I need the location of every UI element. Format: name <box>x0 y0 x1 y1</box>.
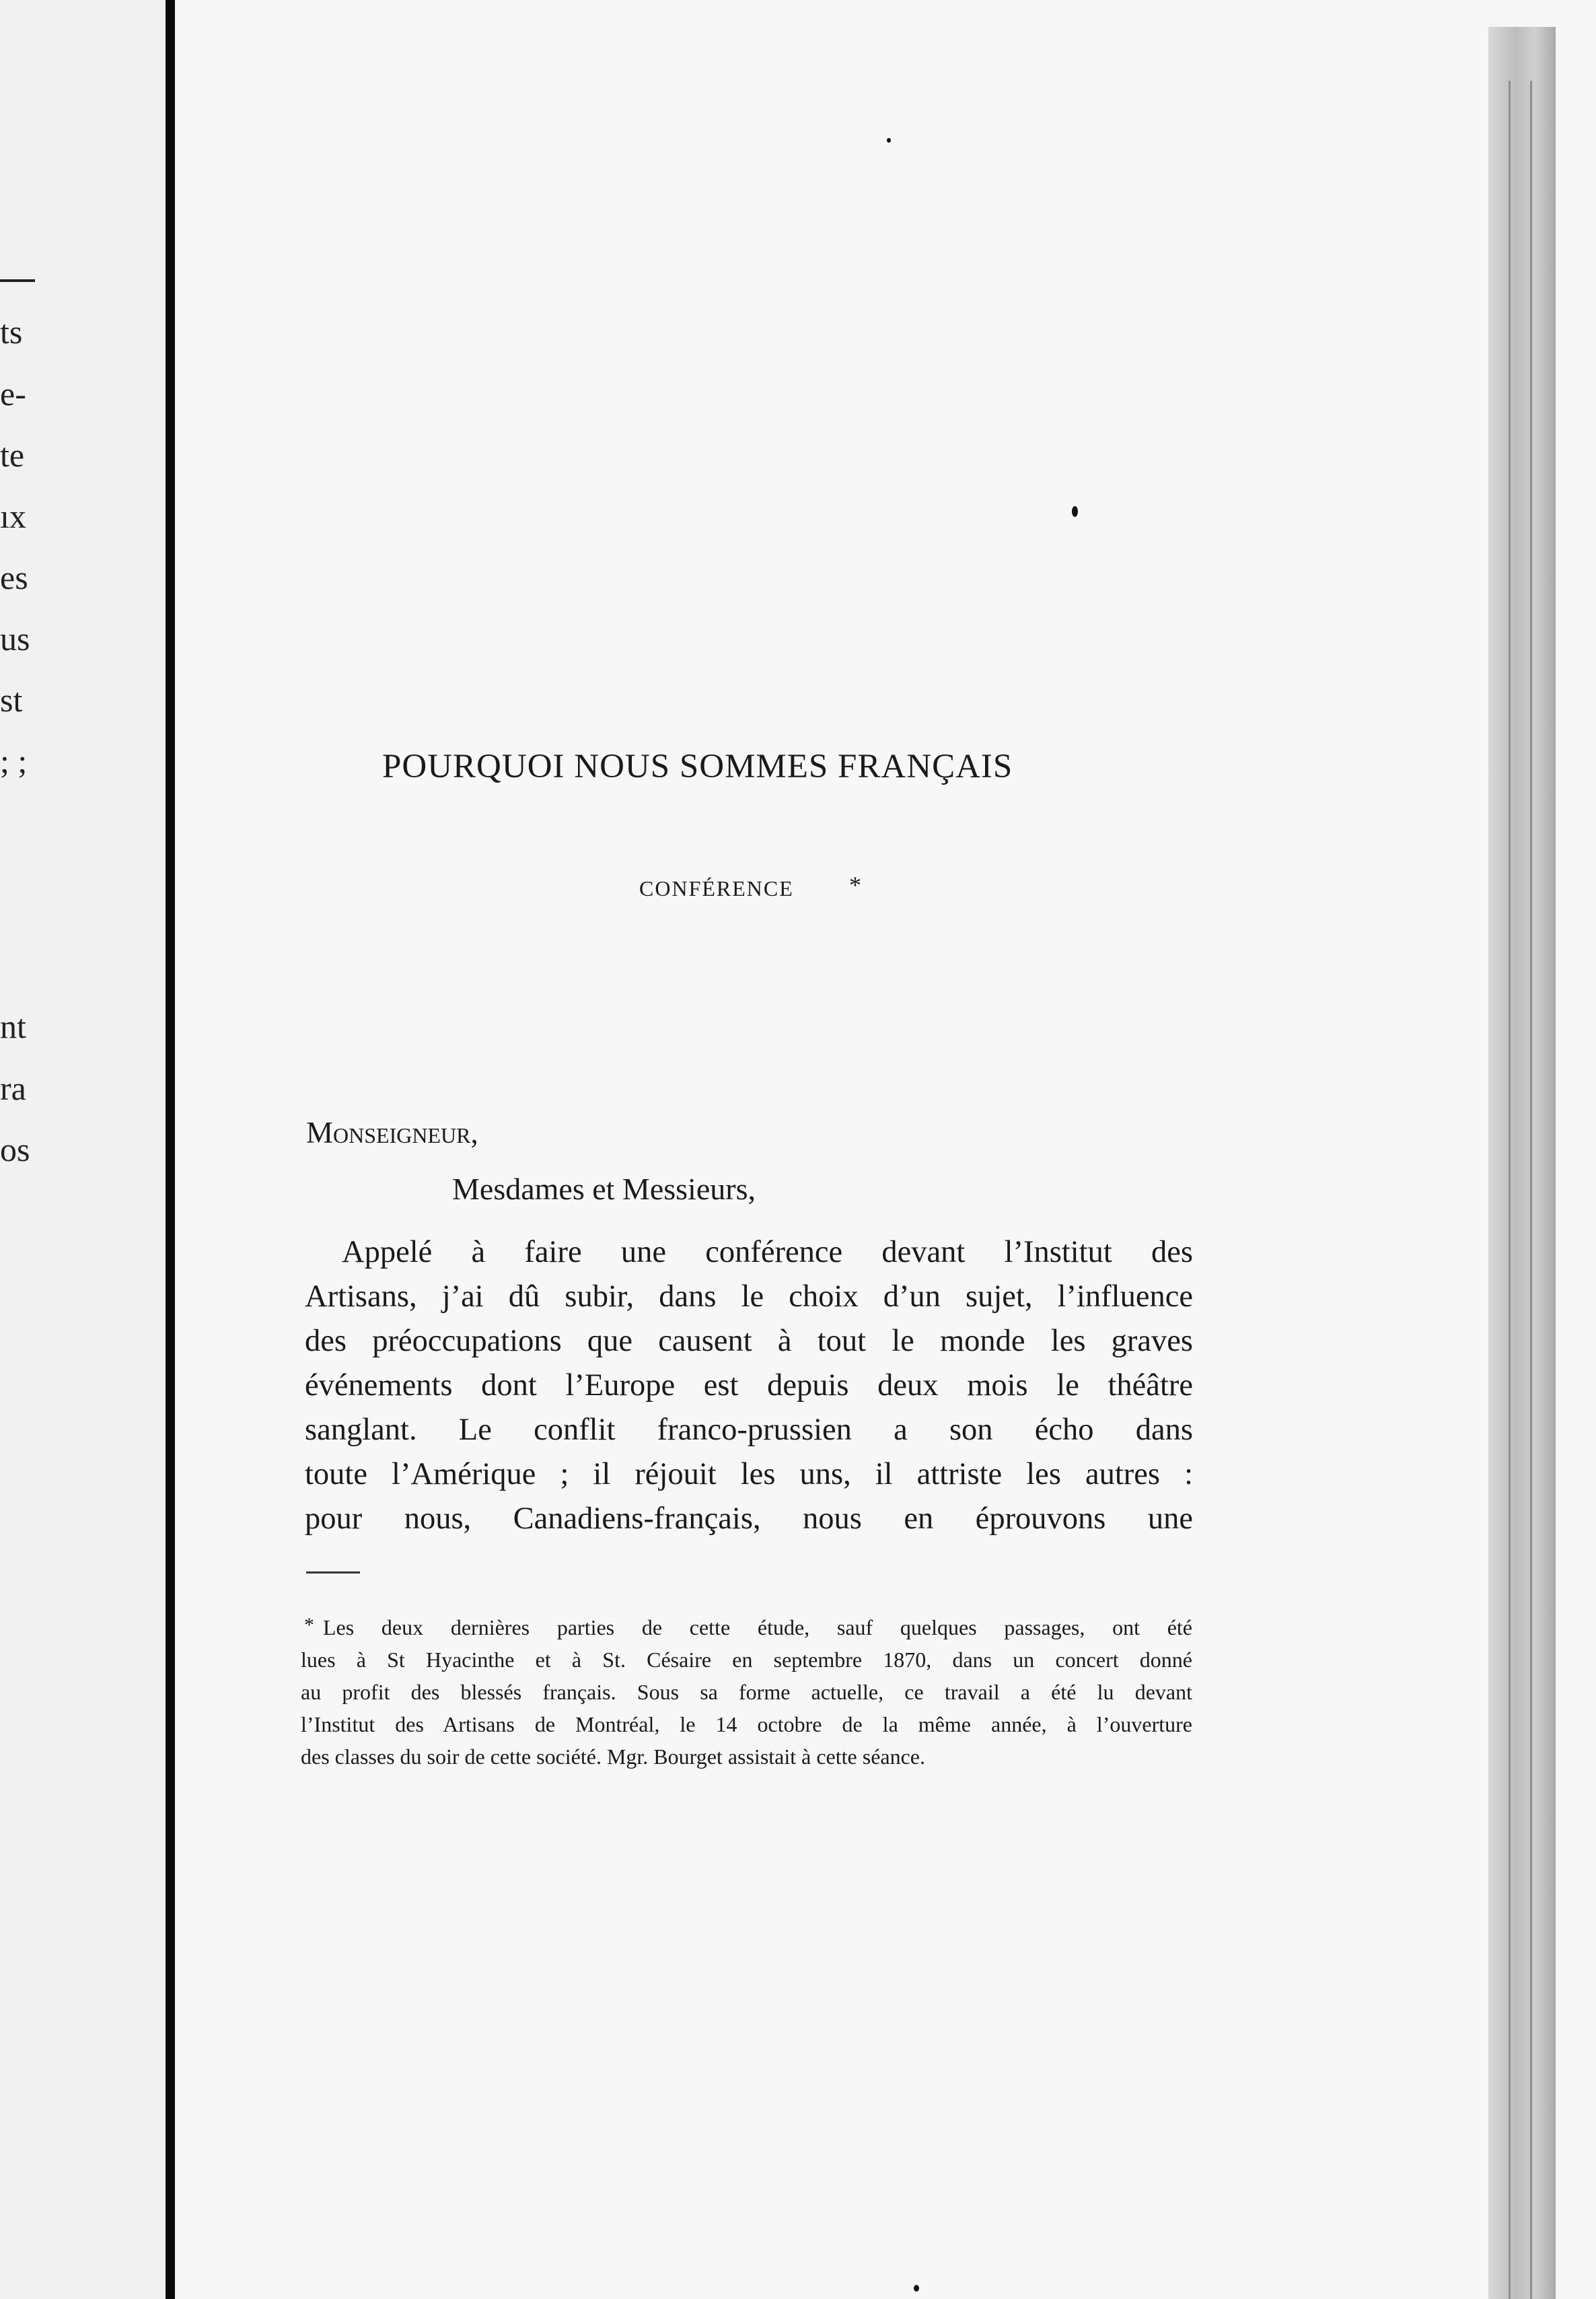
adjacent-page-text: e- <box>0 375 26 413</box>
adjacent-page-rule <box>0 279 35 282</box>
scan-speck <box>887 138 891 143</box>
adjacent-page-text: us <box>0 620 30 658</box>
adjacent-page-text: te <box>0 436 25 474</box>
page-stack-edge <box>1488 27 1556 2299</box>
body-text-line: événements dont l’Europe est depuis deux mois le théâtre <box>305 1368 1193 1403</box>
adjacent-page-text: st <box>0 681 23 719</box>
salutation-primary: Monseigneur, <box>306 1116 478 1150</box>
adjacent-page-text: ra <box>0 1069 26 1107</box>
body-text-line: Appelé à faire une conférence devant l’Institut des <box>342 1235 1193 1269</box>
adjacent-page-text: os <box>0 1131 30 1168</box>
page-edge-line <box>1509 81 1511 2299</box>
footnote-line: au profit des blessés français. Sous sa forme actuelle, ce travail a été lu devant <box>301 1680 1192 1704</box>
adjacent-page-text: es <box>0 559 28 596</box>
body-text-line: des préoccupations que causent à tout le monde les graves <box>305 1324 1193 1358</box>
salutation-secondary: Mesdames et Messieurs, <box>452 1172 756 1206</box>
adjacent-page-text: ; ; <box>0 742 28 780</box>
section-subtitle: CONFÉRENCE <box>639 876 794 900</box>
scan-speck <box>914 2285 919 2292</box>
footnote-line: l’Institut des Artisans de Montréal, le 14 octobre de la même année, à l’ouverture <box>301 1712 1192 1736</box>
adjacent-page-fragment <box>0 0 165 2299</box>
footnote-rule <box>306 1571 360 1573</box>
page-title: POURQUOI NOUS SOMMES FRANÇAIS <box>382 748 1013 785</box>
footnote-line: des classes du soir de cette société. Mgr. Bourget assistait à cette séance. <box>301 1744 925 1769</box>
scan-margin <box>1556 0 1596 2299</box>
body-text-line: toute l’Amérique ; il réjouit les uns, il attriste les autres : <box>305 1457 1193 1491</box>
binding-gutter <box>166 0 175 2299</box>
page-edge-line <box>1530 81 1532 2299</box>
adjacent-page-text: nt <box>0 1007 26 1045</box>
adjacent-page-text: ıx <box>0 497 26 535</box>
footnote-mark: * <box>304 1614 314 1636</box>
footnote-line: Les deux dernières parties de cette étude, sauf quelques passages, ont été <box>323 1615 1192 1639</box>
footnote-line: lues à St Hyacinthe et à St. Césaire en septembre 1870, dans un concert donné <box>301 1648 1192 1672</box>
body-text-line: pour nous, Canadiens-français, nous en éprouvons une <box>305 1501 1193 1536</box>
body-text-line: Artisans, j’ai dû subir, dans le choix d’un sujet, l’influence <box>305 1279 1193 1314</box>
adjacent-page-text: ts <box>0 313 23 351</box>
body-text-line: sanglant. Le conflit franco-prussien a son écho dans <box>305 1413 1193 1447</box>
scan-speck <box>1072 506 1078 517</box>
footnote-reference-mark: * <box>849 872 861 898</box>
